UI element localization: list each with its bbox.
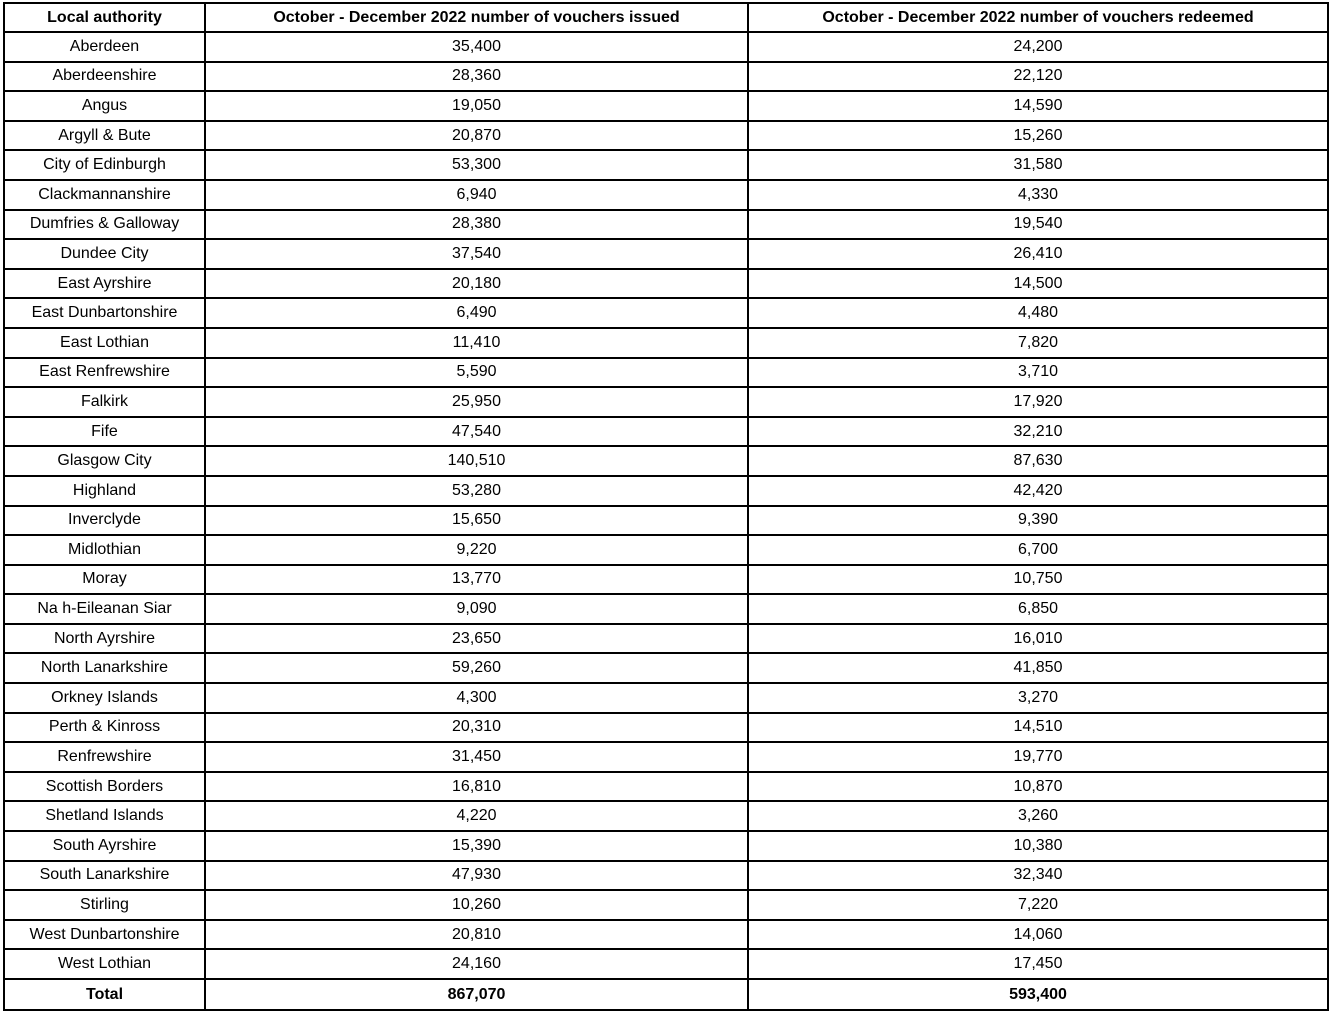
cell-vouchers-issued: 25,950 xyxy=(205,387,748,417)
table-row xyxy=(4,180,1328,210)
cell-local-authority: Dumfries & Galloway xyxy=(4,210,205,240)
table-row xyxy=(4,624,1328,654)
table-row xyxy=(4,949,1328,979)
cell-local-authority: Fife xyxy=(4,417,205,447)
cell-vouchers-issued: 6,490 xyxy=(205,298,748,328)
cell-vouchers-redeemed: 15,260 xyxy=(748,121,1328,151)
cell-vouchers-redeemed: 19,770 xyxy=(748,742,1328,772)
table-row xyxy=(4,210,1328,240)
header-row xyxy=(4,3,1328,32)
cell-vouchers-redeemed: 32,340 xyxy=(748,861,1328,891)
cell-vouchers-redeemed: 19,540 xyxy=(748,210,1328,240)
cell-vouchers-issued: 9,090 xyxy=(205,594,748,624)
table-row xyxy=(4,594,1328,624)
cell-vouchers-issued: 24,160 xyxy=(205,949,748,979)
cell-vouchers-redeemed: 3,270 xyxy=(748,683,1328,713)
cell-vouchers-redeemed: 22,120 xyxy=(748,62,1328,92)
table-row xyxy=(4,653,1328,683)
cell-vouchers-issued: 4,220 xyxy=(205,801,748,831)
cell-vouchers-redeemed: 10,870 xyxy=(748,772,1328,802)
table-row xyxy=(4,683,1328,713)
cell-local-authority: Falkirk xyxy=(4,387,205,417)
cell-vouchers-redeemed: 32,210 xyxy=(748,417,1328,447)
cell-vouchers-redeemed: 7,820 xyxy=(748,328,1328,358)
cell-vouchers-issued: 53,280 xyxy=(205,476,748,506)
cell-local-authority: West Dunbartonshire xyxy=(4,920,205,950)
table-row xyxy=(4,387,1328,417)
table-row xyxy=(4,91,1328,121)
cell-local-authority: Perth & Kinross xyxy=(4,713,205,743)
cell-vouchers-redeemed: 9,390 xyxy=(748,506,1328,536)
header-vouchers-redeemed: October - December 2022 number of vouchers redeemed xyxy=(748,3,1328,32)
cell-local-authority: Angus xyxy=(4,91,205,121)
table-row xyxy=(4,328,1328,358)
table-row xyxy=(4,417,1328,447)
table-row xyxy=(4,772,1328,802)
total-vouchers-redeemed: 593,400 xyxy=(748,979,1328,1010)
cell-vouchers-issued: 15,650 xyxy=(205,506,748,536)
cell-vouchers-redeemed: 14,590 xyxy=(748,91,1328,121)
cell-local-authority: Highland xyxy=(4,476,205,506)
cell-local-authority: Stirling xyxy=(4,890,205,920)
cell-vouchers-issued: 13,770 xyxy=(205,565,748,595)
cell-vouchers-redeemed: 4,330 xyxy=(748,180,1328,210)
cell-vouchers-issued: 20,870 xyxy=(205,121,748,151)
cell-vouchers-redeemed: 42,420 xyxy=(748,476,1328,506)
cell-vouchers-redeemed: 26,410 xyxy=(748,239,1328,269)
cell-vouchers-issued: 9,220 xyxy=(205,535,748,565)
cell-local-authority: Dundee City xyxy=(4,239,205,269)
cell-local-authority: City of Edinburgh xyxy=(4,150,205,180)
cell-vouchers-issued: 31,450 xyxy=(205,742,748,772)
cell-vouchers-issued: 28,380 xyxy=(205,210,748,240)
total-label: Total xyxy=(4,979,205,1010)
table-row xyxy=(4,239,1328,269)
cell-local-authority: East Lothian xyxy=(4,328,205,358)
cell-vouchers-redeemed: 10,750 xyxy=(748,565,1328,595)
cell-vouchers-issued: 59,260 xyxy=(205,653,748,683)
cell-vouchers-issued: 6,940 xyxy=(205,180,748,210)
table-row xyxy=(4,358,1328,388)
table-row xyxy=(4,121,1328,151)
cell-local-authority: South Lanarkshire xyxy=(4,861,205,891)
cell-vouchers-redeemed: 24,200 xyxy=(748,32,1328,62)
cell-vouchers-issued: 47,540 xyxy=(205,417,748,447)
cell-local-authority: West Lothian xyxy=(4,949,205,979)
cell-vouchers-issued: 35,400 xyxy=(205,32,748,62)
table-row xyxy=(4,920,1328,950)
cell-vouchers-redeemed: 17,450 xyxy=(748,949,1328,979)
cell-local-authority: Aberdeen xyxy=(4,32,205,62)
cell-vouchers-issued: 20,180 xyxy=(205,269,748,299)
cell-vouchers-redeemed: 16,010 xyxy=(748,624,1328,654)
total-vouchers-issued: 867,070 xyxy=(205,979,748,1010)
table-row xyxy=(4,565,1328,595)
table-row xyxy=(4,62,1328,92)
cell-vouchers-issued: 4,300 xyxy=(205,683,748,713)
cell-vouchers-issued: 28,360 xyxy=(205,62,748,92)
cell-local-authority: Clackmannanshire xyxy=(4,180,205,210)
cell-vouchers-redeemed: 14,060 xyxy=(748,920,1328,950)
table-body xyxy=(4,32,1328,1010)
cell-local-authority: Moray xyxy=(4,565,205,595)
cell-vouchers-issued: 20,310 xyxy=(205,713,748,743)
cell-vouchers-redeemed: 6,700 xyxy=(748,535,1328,565)
cell-local-authority: Inverclyde xyxy=(4,506,205,536)
cell-local-authority: Aberdeenshire xyxy=(4,62,205,92)
table-row xyxy=(4,269,1328,299)
cell-vouchers-redeemed: 6,850 xyxy=(748,594,1328,624)
cell-vouchers-issued: 20,810 xyxy=(205,920,748,950)
cell-local-authority: South Ayrshire xyxy=(4,831,205,861)
cell-vouchers-redeemed: 3,260 xyxy=(748,801,1328,831)
table-row xyxy=(4,298,1328,328)
cell-vouchers-redeemed: 4,480 xyxy=(748,298,1328,328)
cell-local-authority: Argyll & Bute xyxy=(4,121,205,151)
cell-vouchers-redeemed: 31,580 xyxy=(748,150,1328,180)
cell-local-authority: Glasgow City xyxy=(4,446,205,476)
cell-vouchers-issued: 5,590 xyxy=(205,358,748,388)
cell-local-authority: North Ayrshire xyxy=(4,624,205,654)
table-row xyxy=(4,742,1328,772)
table-row xyxy=(4,32,1328,62)
cell-vouchers-redeemed: 7,220 xyxy=(748,890,1328,920)
cell-vouchers-redeemed: 17,920 xyxy=(748,387,1328,417)
cell-vouchers-redeemed: 14,510 xyxy=(748,713,1328,743)
cell-local-authority: Orkney Islands xyxy=(4,683,205,713)
cell-local-authority: Shetland Islands xyxy=(4,801,205,831)
cell-local-authority: Renfrewshire xyxy=(4,742,205,772)
header-vouchers-issued: October - December 2022 number of vouchers issued xyxy=(205,3,748,32)
cell-vouchers-issued: 23,650 xyxy=(205,624,748,654)
table-row xyxy=(4,890,1328,920)
table-row xyxy=(4,446,1328,476)
cell-vouchers-issued: 53,300 xyxy=(205,150,748,180)
cell-vouchers-issued: 37,540 xyxy=(205,239,748,269)
voucher-table xyxy=(3,2,1329,1011)
voucher-table-container xyxy=(3,2,1329,1011)
cell-vouchers-issued: 11,410 xyxy=(205,328,748,358)
cell-vouchers-issued: 47,930 xyxy=(205,861,748,891)
cell-vouchers-redeemed: 41,850 xyxy=(748,653,1328,683)
cell-vouchers-redeemed: 3,710 xyxy=(748,358,1328,388)
cell-vouchers-issued: 19,050 xyxy=(205,91,748,121)
cell-local-authority: Midlothian xyxy=(4,535,205,565)
cell-vouchers-issued: 10,260 xyxy=(205,890,748,920)
table-row xyxy=(4,476,1328,506)
table-row xyxy=(4,831,1328,861)
table-row xyxy=(4,150,1328,180)
cell-vouchers-issued: 140,510 xyxy=(205,446,748,476)
cell-local-authority: Scottish Borders xyxy=(4,772,205,802)
cell-local-authority: Na h-Eileanan Siar xyxy=(4,594,205,624)
cell-vouchers-issued: 15,390 xyxy=(205,831,748,861)
cell-vouchers-redeemed: 87,630 xyxy=(748,446,1328,476)
table-row xyxy=(4,861,1328,891)
table-row xyxy=(4,535,1328,565)
cell-local-authority: East Dunbartonshire xyxy=(4,298,205,328)
table-row xyxy=(4,801,1328,831)
cell-vouchers-issued: 16,810 xyxy=(205,772,748,802)
table-row xyxy=(4,506,1328,536)
cell-vouchers-redeemed: 14,500 xyxy=(748,269,1328,299)
total-row xyxy=(4,979,1328,1010)
table-row xyxy=(4,713,1328,743)
cell-local-authority: East Ayrshire xyxy=(4,269,205,299)
header-local-authority: Local authority xyxy=(4,3,205,32)
cell-local-authority: North Lanarkshire xyxy=(4,653,205,683)
cell-local-authority: East Renfrewshire xyxy=(4,358,205,388)
cell-vouchers-redeemed: 10,380 xyxy=(748,831,1328,861)
